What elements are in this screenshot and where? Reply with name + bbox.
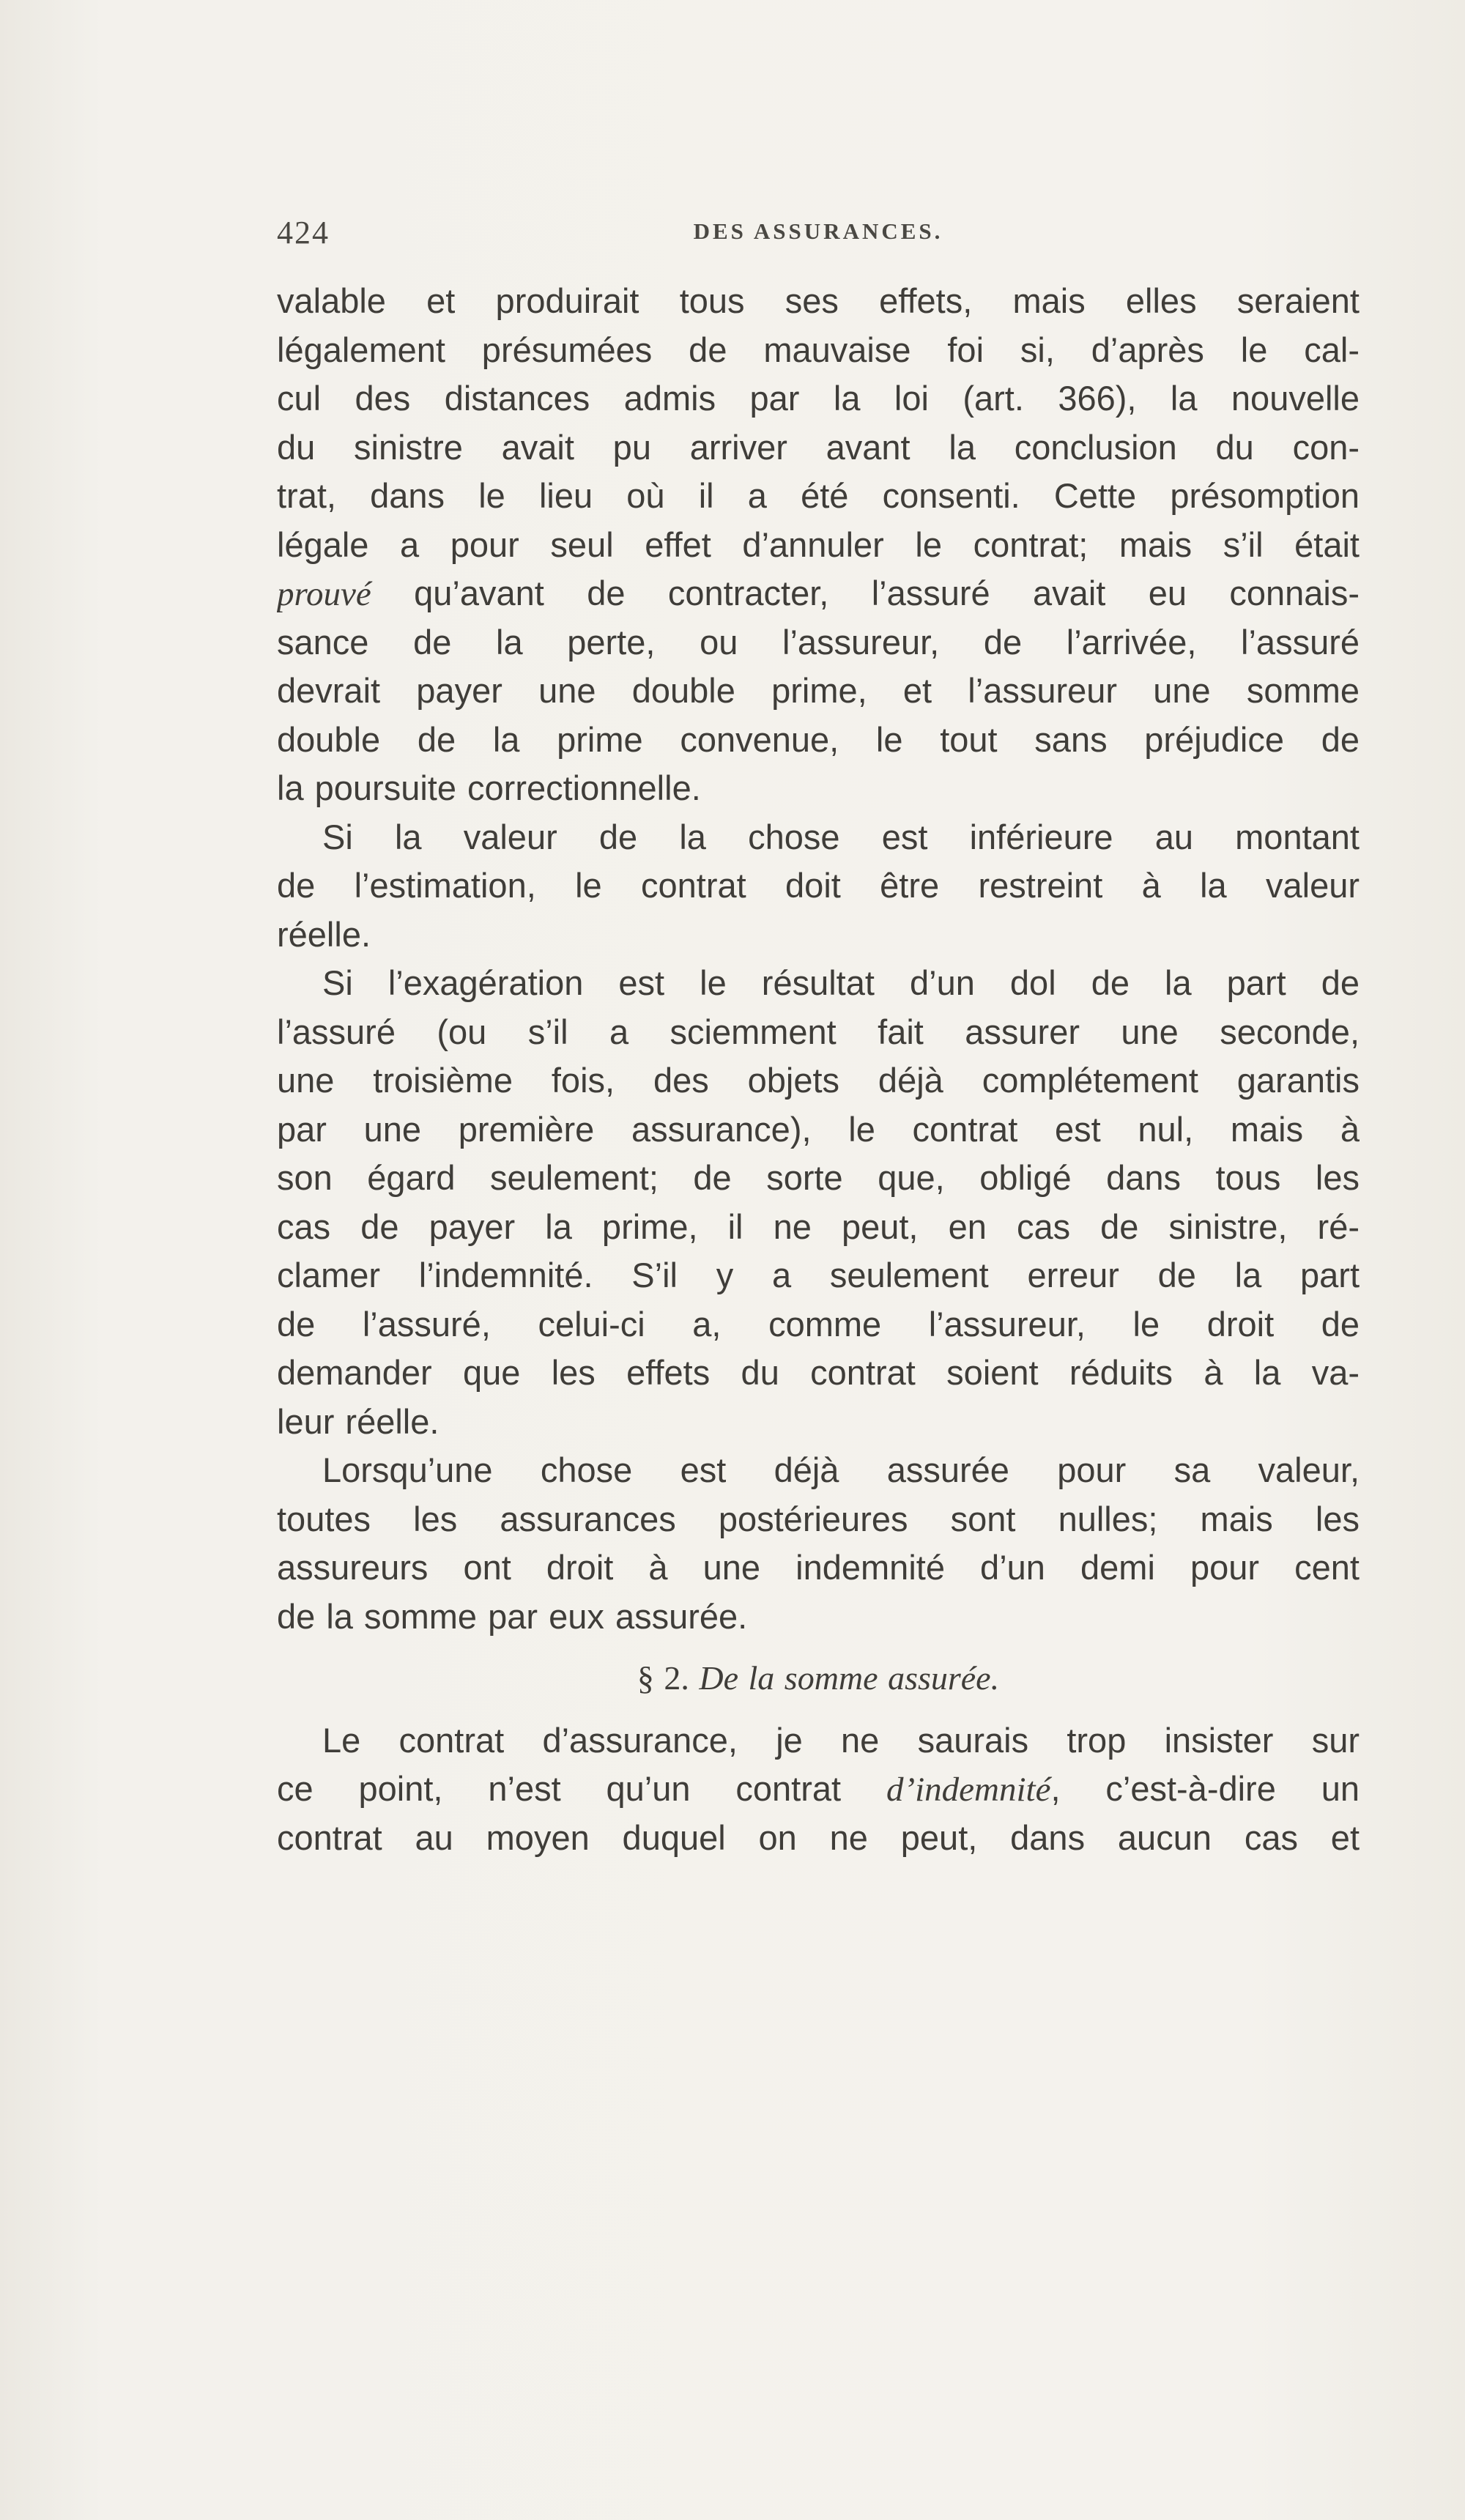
body-text [277, 277, 1360, 1862]
text-line: valable et produirait tous ses effets, mais elles seraient [277, 281, 1360, 320]
text-line: toutes les assurances postérieures sont nulles; mais les [277, 1499, 1360, 1538]
text-line: par une première assurance), le contrat est nul, mais à [277, 1109, 1360, 1149]
text-line: leur réelle. [277, 1401, 440, 1441]
text-line: de l’estimation, le contrat doit être restreint à la valeur [277, 866, 1360, 905]
page-number: 424 [277, 215, 330, 251]
text-line: devrait payer une double prime, et l’assureur une somme [277, 671, 1360, 710]
text-line: trat, dans le lieu où il a été consenti. Cette présomption [277, 476, 1360, 515]
paragraph-start-line: Si l’exagération est le résultat d’un dol de la part de [322, 963, 1360, 1002]
paragraph-start-line: Lorsqu’une chose est déjà assurée pour sa valeur, [322, 1450, 1360, 1489]
paragraph-start-line: Si la valeur de la chose est inférieure au montant [322, 817, 1360, 856]
text-line: une troisième fois, des objets déjà complétement garantis [277, 1061, 1360, 1100]
section-heading: § 2. De la somme assurée. [637, 1659, 1000, 1697]
text-line: légale a pour seul effet d’annuler le contrat; mais s’il était [277, 525, 1360, 564]
text-line: prouvé qu’avant de contracter, l’assuré avait eu connais- [277, 574, 1360, 613]
text-line: demander que les effets du contrat soient réduits à la va- [277, 1353, 1360, 1392]
text-line: contrat au moyen duquel on ne peut, dans aucun cas et [277, 1817, 1360, 1857]
paragraph-start-line: Le contrat d’assurance, je ne saurais trop insister sur [322, 1720, 1360, 1760]
text-line: double de la prime convenue, le tout sans préjudice de [277, 719, 1360, 759]
section-heading-title: De la somme assurée. [699, 1659, 1000, 1697]
text-line: assureurs ont droit à une indemnité d’un demi pour cent [277, 1548, 1360, 1587]
text-line: l’assuré (ou s’il a sciemment fait assurer une seconde, [277, 1012, 1360, 1051]
text-line: la poursuite correctionnelle. [277, 768, 701, 807]
text-line: ce point, n’est qu’un contrat d’indemnité, c’est-à-dire un [277, 1769, 1360, 1809]
italic-word: d’indemnité [886, 1771, 1051, 1809]
italic-word: prouvé [277, 575, 371, 613]
page-header [277, 214, 1360, 258]
text-line: son égard seulement; de sorte que, obligé dans tous les [277, 1158, 1360, 1197]
text-line: clamer l’indemnité. S’il y a seulement erreur de la part [277, 1256, 1360, 1294]
text-line: du sinistre avait pu arriver avant la conclusion du con- [277, 427, 1360, 467]
running-title: DES ASSURANCES. [693, 218, 943, 244]
text-line: cas de payer la prime, il ne peut, en cas de sinistre, ré- [277, 1207, 1360, 1246]
text-line: de la somme par eux assurée. [277, 1596, 748, 1636]
text-line: cul des distances admis par la loi (art. 366), la nouvelle [277, 379, 1360, 418]
text-line: réelle. [277, 914, 371, 954]
text-line: de l’assuré, celui-ci a, comme l’assureur, le droit de [277, 1304, 1360, 1344]
text-line: légalement présumées de mauvaise foi si, d’après le cal- [277, 330, 1360, 369]
text-line: sance de la perte, ou l’assureur, de l’arrivée, l’assuré [277, 622, 1360, 662]
